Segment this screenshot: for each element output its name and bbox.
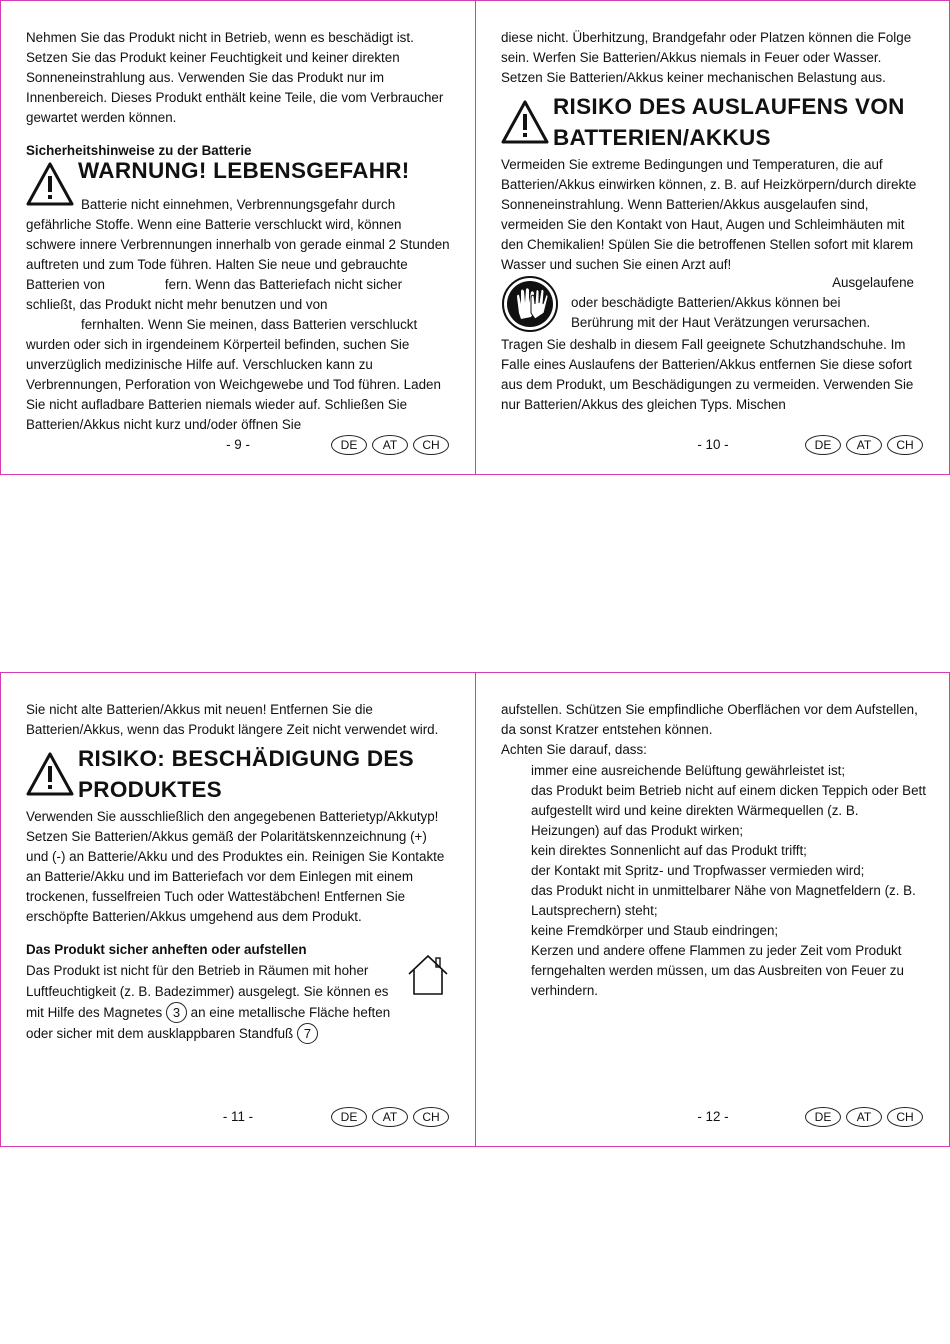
page-9-footer (1, 435, 475, 457)
warning-triangle-icon (26, 751, 74, 797)
page-12-body (501, 700, 926, 1001)
list-item: der Kontakt mit Spritz- und Tropfwasser vermieden wird; (531, 863, 865, 878)
battery-safety-subheading: Sicherheitshinweise zu der Batterie (26, 143, 252, 158)
manual-page-11 (0, 672, 476, 1147)
warning-text-part-1: Batterie nicht einnehmen, Verbrennungsgefahr durch gefährliche Stoffe. Wenn eine Batterie verschluckt wird, können schwere innere Verbrennungen innerhalb von gerade einmal 2 Stunden auftreten und zum Tode führen. Halten Sie neue und gebrauchte Batterien von (26, 197, 450, 292)
glove-line-2: oder beschädigte Batterien/Akkus können bei (571, 295, 841, 310)
heading-line-2: PRODUKTES (78, 777, 222, 802)
manual-page-9 (0, 0, 476, 475)
stand-ref-number: 7 (297, 1023, 318, 1044)
warning-paragraph (26, 195, 451, 435)
page-12-footer (476, 1107, 949, 1129)
checklist (531, 761, 926, 1001)
country-badge-de: DE (805, 1107, 841, 1127)
list-item: keine Fremdkörper und Staub eindringen; (531, 923, 779, 938)
country-badge-ch: CH (887, 1107, 923, 1127)
page-10-body (501, 28, 926, 415)
list-item: das Produkt beim Betrieb nicht auf einem dicken Teppich oder Bett aufgestellt wird und keine direkten Wärmequellen (z. B. Heizungen) auf das Produkt wirken; (531, 783, 927, 838)
country-badge-ch: CH (887, 435, 923, 455)
manual-page-10 (475, 0, 950, 475)
damage-risk-heading (78, 743, 414, 805)
mounting-text-a: Das Produkt ist nicht für den Betrieb in Räumen mit hoher Luftfeuchtigkeit (z. B. Badezimmer) ausgelegt. Sie können es mit Hilfe des Magnetes (26, 963, 389, 1020)
warning-triangle-icon (26, 161, 74, 207)
country-badge-de: DE (805, 435, 841, 455)
warning-triangle-icon (501, 99, 549, 145)
page-12-intro: aufstellen. Schützen Sie empfindliche Oberflächen vor dem Aufstellen, da sonst Kratzer entstehen können. (501, 702, 918, 737)
page-10-intro: diese nicht. Überhitzung, Brandgefahr oder Platzen können die Folge sein. Werfen Sie Batterien/Akkus niemals in Feuer oder Wasser. Setzen Sie Batterien/Akkus keiner mechanischen Belastung aus. (501, 30, 912, 85)
checklist-lead: Achten Sie darauf, dass: (501, 742, 647, 757)
glove-line-3: Berührung mit der Haut Verätzungen verursachen. (571, 315, 871, 330)
gloves-block (501, 275, 926, 335)
page-11-body (26, 700, 451, 1044)
list-item: Kerzen und andere offene Flammen zu jeder Zeit vom Produkt ferngehalten werden müssen, um das Ausbreiten von Feuer zu verhindern. (531, 943, 904, 998)
country-badge-ch: CH (413, 1107, 449, 1127)
heading-line-1: RISIKO DES AUSLAUFENS VON (553, 94, 905, 119)
list-item: immer eine ausreichende Belüftung gewährleistet ist; (531, 763, 846, 778)
country-badges (331, 1107, 449, 1127)
leak-text-1: Vermeiden Sie extreme Bedingungen und Temperaturen, die auf Batterien/Akkus einwirken können, z. B. auf Heizkörpern/durch direkte Sonneneinstrahlung. Wenn Batterien/Akkus ausgelaufen sind, vermeiden Sie den Kontakt von Haut, Augen und Schleimhäuten mit den Chemikalien! Spülen Sie die betroffenen Stellen sofort mit klarem Wasser und suchen Sie einen Arzt auf! (501, 157, 917, 272)
page-number: - 10 - (697, 437, 729, 452)
list-item: das Produkt nicht in unmittelbarer Nähe von Magnetfeldern (z. B. Lautsprechern) steht; (531, 883, 916, 918)
country-badge-at: AT (846, 1107, 882, 1127)
country-badges (805, 435, 923, 455)
country-badges (331, 435, 449, 455)
warning-text-part-3: fernhalten. Wenn Sie meinen, dass Batterien verschluckt wurden oder sich in irgendeinem Körperteil befinden, suchen Sie unverzüglich medizinische Hilfe auf. Verschlucken kann zu Verbrennungen, Perforation von Weichgewebe und Tod führen. Laden Sie nicht aufladbare Batterien niemals wieder auf. Schließen Sie Batterien/Akkus nicht kurz und/oder öffnen Sie (26, 317, 441, 432)
mounting-text (26, 960, 396, 1044)
country-badge-de: DE (331, 435, 367, 455)
warning-heading: WARNUNG! LEBENSGEFAHR! (78, 158, 410, 183)
manual-page-12 (475, 672, 950, 1147)
indoor-house-icon (405, 952, 451, 998)
glove-line-1: Ausgelaufene (832, 275, 914, 290)
country-badge-ch: CH (413, 435, 449, 455)
page-10-footer (476, 435, 949, 457)
page-11-intro: Sie nicht alte Batterien/Akkus mit neuen! Entfernen Sie die Batterien/Akkus, wenn das Produkt längere Zeit nicht verwendet wird. (26, 702, 439, 737)
warning-text-part-2: fern. Wenn das Batteriefach nicht sicher schließt, das Produkt nicht mehr benutzen und von (26, 277, 403, 312)
country-badge-at: AT (846, 435, 882, 455)
magnet-ref-number: 3 (166, 1002, 187, 1023)
country-badges (805, 1107, 923, 1127)
protective-gloves-icon (501, 275, 559, 333)
leak-text-2: Tragen Sie deshalb in diesem Fall geeignete Schutzhandschuhe. Im Falle eines Auslaufens der Batterien/Akkus entfernen Sie diese sofort aus dem Produkt, um Beschädigungen zu vermeiden. Verwenden Sie nur Batterien/Akkus des gleichen Typs. Mischen (501, 337, 914, 412)
mounting-text-b: an eine metallische Fläche heften oder sicher mit dem ausklappbaren Standfuß (26, 1005, 391, 1041)
page-number: - 9 - (226, 437, 250, 452)
mounting-block (26, 960, 451, 1044)
page-number: - 11 - (222, 1109, 254, 1124)
leak-risk-heading (553, 91, 905, 153)
country-badge-at: AT (372, 435, 408, 455)
heading-line-1: RISIKO: BESCHÄDIGUNG DES (78, 746, 414, 771)
heading-line-2: BATTERIEN/AKKUS (553, 125, 771, 150)
damage-text-1: Verwenden Sie ausschließlich den angegebenen Batterietyp/Akkutyp! Setzen Sie Batterien/Akkus gemäß der Polaritätskennzeichnung (+) und (-) an Batterie/Akku und des Produktes ein. Reinigen Sie Kontakte an Batterie/Akku und im Batteriefach vor dem Einlegen mit einem trockenen, fusselfreien Tuch oder Wattestäbchen! Entfernen Sie erschöpfte Batterien/Akkus umgehend aus dem Produkt. (26, 809, 445, 924)
page-9-intro: Nehmen Sie das Produkt nicht in Betrieb, wenn es beschädigt ist. Setzen Sie das Produkt keiner Feuchtigkeit und keiner direkten Sonneneinstrahlung aus. Verwenden Sie das Produkt nur im Innenbereich. Dieses Produkt enthält keine Teile, die vom Verbraucher gewartet werden können. (26, 30, 444, 125)
mounting-subheading: Das Produkt sicher anheften oder aufstellen (26, 942, 307, 957)
page-11-footer (1, 1107, 475, 1129)
list-item: kein direktes Sonnenlicht auf das Produkt trifft; (531, 843, 807, 858)
page-9-body (26, 28, 451, 435)
page-number: - 12 - (697, 1109, 729, 1124)
country-badge-at: AT (372, 1107, 408, 1127)
country-badge-de: DE (331, 1107, 367, 1127)
